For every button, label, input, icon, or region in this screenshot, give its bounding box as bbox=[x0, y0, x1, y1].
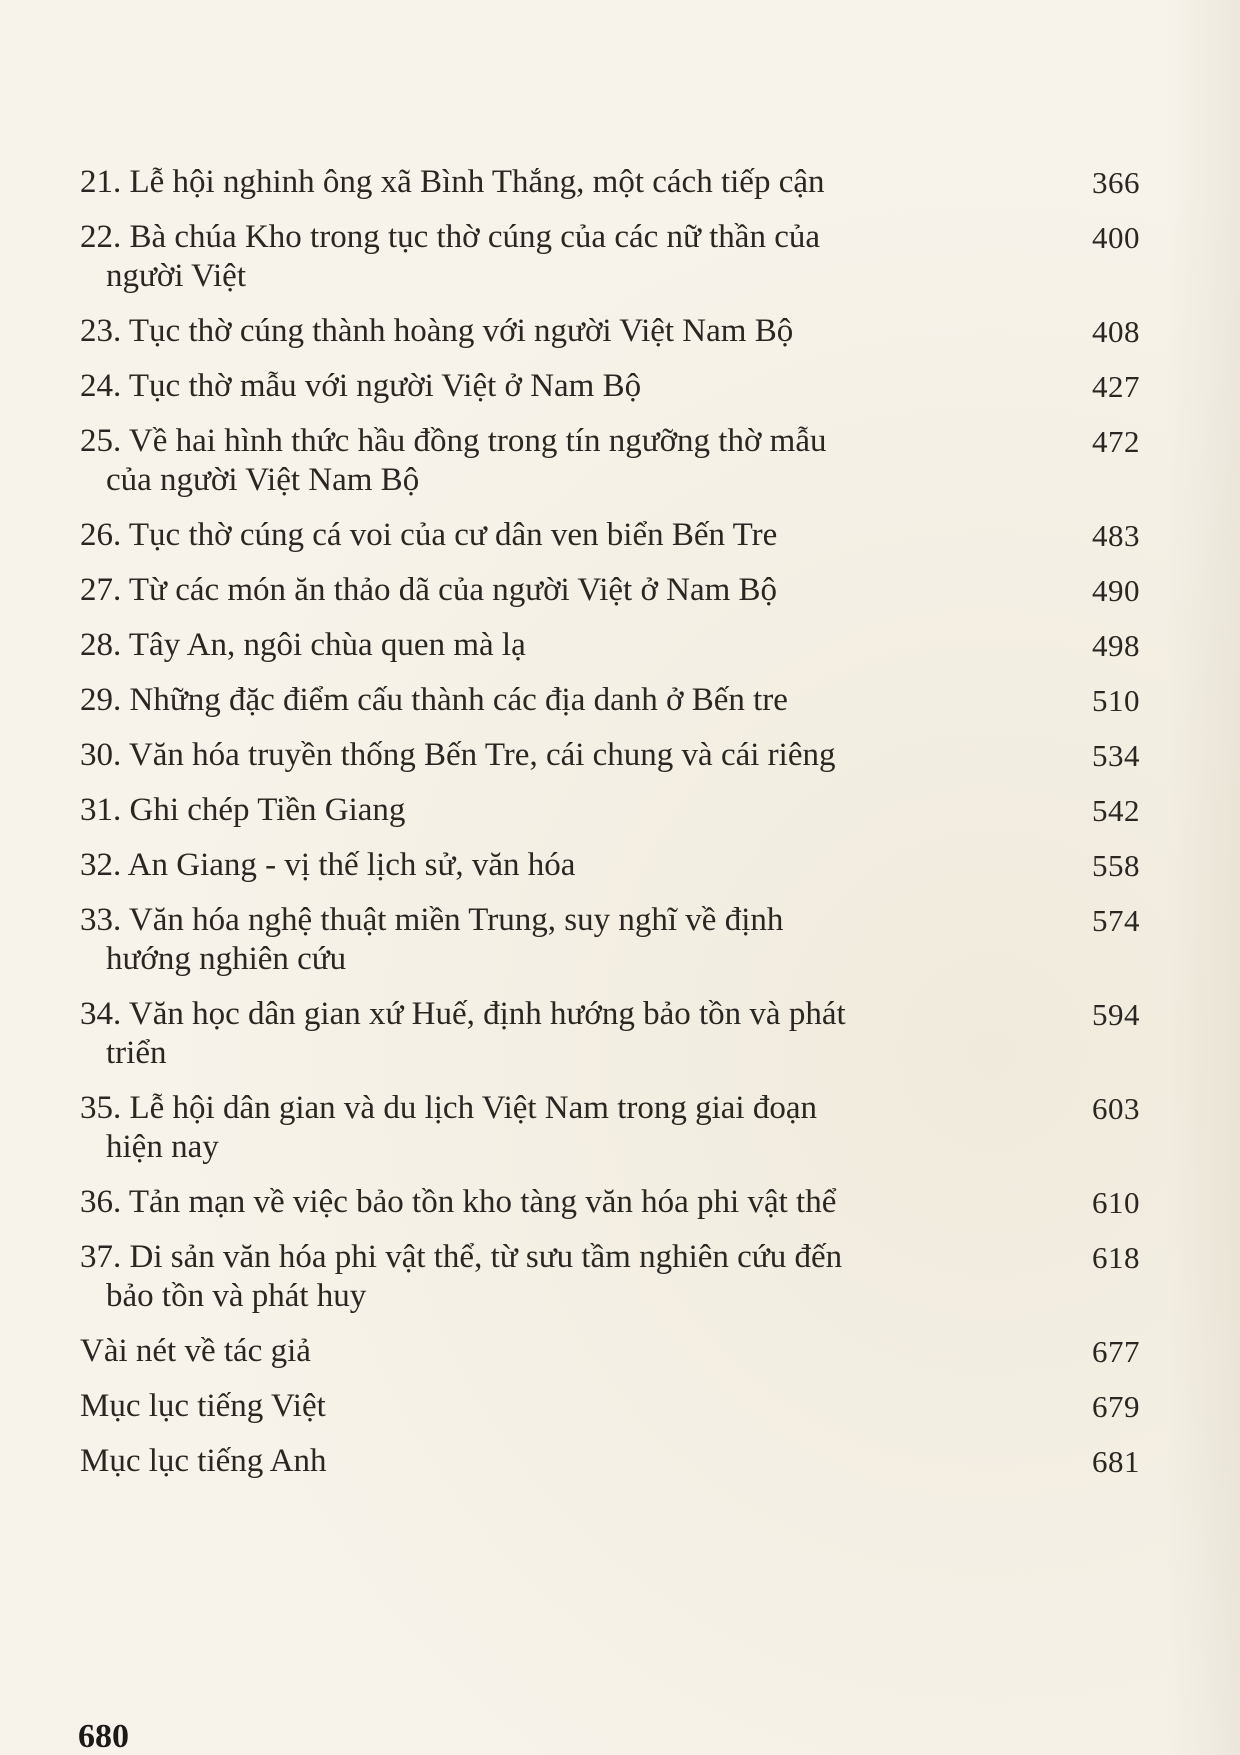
toc-entry bbox=[80, 422, 1140, 500]
toc-entry-page: 594 bbox=[1092, 997, 1140, 1032]
toc-entry-title bbox=[80, 1387, 1045, 1426]
toc-entry-title bbox=[80, 736, 1045, 775]
toc-entry-page: 534 bbox=[1092, 738, 1140, 773]
toc-entry bbox=[80, 571, 1140, 610]
toc-entry-title bbox=[80, 1332, 1045, 1371]
toc-entry-page: 681 bbox=[1092, 1444, 1140, 1479]
toc-entry bbox=[80, 736, 1140, 775]
toc-entry-title-line2: của người Việt Nam Bộ bbox=[106, 462, 420, 498]
toc-entry-page: 472 bbox=[1092, 424, 1140, 459]
toc-entry bbox=[80, 995, 1140, 1073]
toc-entry-title-line2: triển bbox=[106, 1035, 167, 1071]
toc-entry-page: 618 bbox=[1092, 1240, 1140, 1275]
toc-entry-title-line1: 23. Tục thờ cúng thành hoàng với người Việt Nam Bộ bbox=[80, 313, 794, 349]
toc-entry-page: 400 bbox=[1092, 220, 1140, 255]
toc-entry-page: 574 bbox=[1092, 903, 1140, 938]
toc-entry-title bbox=[80, 163, 1045, 202]
toc-entry bbox=[80, 218, 1140, 296]
toc-entry-title bbox=[80, 901, 1045, 979]
toc-entry-title-line1: 25. Về hai hình thức hầu đồng trong tín ngưỡng thờ mẫu bbox=[80, 423, 827, 459]
toc-entry-title bbox=[80, 367, 1045, 406]
toc-entry-title bbox=[80, 626, 1045, 665]
toc-entry-title-line1: 34. Văn học dân gian xứ Huế, định hướng bảo tồn và phát bbox=[80, 996, 846, 1032]
toc-entry bbox=[80, 1387, 1140, 1426]
toc-entry-page: 483 bbox=[1092, 518, 1140, 553]
toc-entry-page: 490 bbox=[1092, 573, 1140, 608]
toc-entry-page: 498 bbox=[1092, 628, 1140, 663]
toc-entry-title-line1: 26. Tục thờ cúng cá voi của cư dân ven biển Bến Tre bbox=[80, 517, 778, 553]
toc-entry bbox=[80, 367, 1140, 406]
toc-entry-title bbox=[80, 1183, 1045, 1222]
toc-entry-title bbox=[80, 1089, 1045, 1167]
toc-entry-page: 408 bbox=[1092, 314, 1140, 349]
toc-entry-page: 603 bbox=[1092, 1091, 1140, 1126]
toc-entry-page: 558 bbox=[1092, 848, 1140, 883]
toc-entry-title-line1: 31. Ghi chép Tiền Giang bbox=[80, 792, 406, 828]
toc-entry-title bbox=[80, 571, 1045, 610]
toc-entry-title-line1: 30. Văn hóa truyền thống Bến Tre, cái chung và cái riêng bbox=[80, 737, 836, 773]
toc-entry bbox=[80, 163, 1140, 202]
toc-entry-title-line1: Mục lục tiếng Anh bbox=[80, 1443, 327, 1479]
toc-entry-title bbox=[80, 791, 1045, 830]
toc-entry bbox=[80, 516, 1140, 555]
toc-entry-title-line1: 35. Lễ hội dân gian và du lịch Việt Nam trong giai đoạn bbox=[80, 1090, 817, 1126]
toc-entry bbox=[80, 901, 1140, 979]
toc-entry-title-line1: 36. Tản mạn về việc bảo tồn kho tàng văn hóa phi vật thể bbox=[80, 1184, 837, 1220]
toc-entry-page: 510 bbox=[1092, 683, 1140, 718]
toc-entry bbox=[80, 626, 1140, 665]
toc-entry-title bbox=[80, 681, 1045, 720]
toc-entry bbox=[80, 1332, 1140, 1371]
toc-entry bbox=[80, 1089, 1140, 1167]
toc-entry-page: 542 bbox=[1092, 793, 1140, 828]
toc-entry-page: 366 bbox=[1092, 165, 1140, 200]
toc-entry bbox=[80, 1238, 1140, 1316]
toc-entry bbox=[80, 791, 1140, 830]
toc-entry-title bbox=[80, 1238, 1045, 1316]
toc-entry-title bbox=[80, 1442, 1045, 1481]
toc-entry-title bbox=[80, 312, 1045, 351]
toc-entry-title-line2: bảo tồn và phát huy bbox=[106, 1278, 367, 1314]
toc-entry-title-line1: 27. Từ các món ăn thảo dã của người Việt ở Nam Bộ bbox=[80, 572, 778, 608]
toc-entry-page: 427 bbox=[1092, 369, 1140, 404]
toc-entry bbox=[80, 1183, 1140, 1222]
toc-entry bbox=[80, 681, 1140, 720]
toc-entry-title-line1: 28. Tây An, ngôi chùa quen mà lạ bbox=[80, 627, 526, 663]
toc-entry-title-line1: 37. Di sản văn hóa phi vật thể, từ sưu tầm nghiên cứu đến bbox=[80, 1239, 843, 1275]
toc-entry-title bbox=[80, 218, 1045, 296]
toc-entry-page: 679 bbox=[1092, 1389, 1140, 1424]
toc-entry-title-line1: Vài nét về tác giả bbox=[80, 1333, 311, 1369]
toc-entry-title bbox=[80, 422, 1045, 500]
toc-entry-title-line2: hiện nay bbox=[106, 1129, 219, 1165]
toc-entry-title-line1: 22. Bà chúa Kho trong tục thờ cúng của các nữ thần của bbox=[80, 219, 821, 255]
toc-entry bbox=[80, 846, 1140, 885]
toc-entry-page: 610 bbox=[1092, 1185, 1140, 1220]
toc-entry-title-line2: người Việt bbox=[106, 258, 246, 294]
toc-entry bbox=[80, 312, 1140, 351]
toc-entry-title-line1: 29. Những đặc điểm cấu thành các địa danh ở Bến tre bbox=[80, 682, 788, 718]
toc-entry-title bbox=[80, 995, 1045, 1073]
toc-entry bbox=[80, 1442, 1140, 1481]
toc-entry-title bbox=[80, 846, 1045, 885]
page-number: 680 bbox=[78, 1718, 129, 1755]
toc-entry-title-line1: 33. Văn hóa nghệ thuật miền Trung, suy nghĩ về định bbox=[80, 902, 784, 938]
toc-entry-title-line1: 24. Tục thờ mẫu với người Việt ở Nam Bộ bbox=[80, 368, 642, 404]
toc-entry-page: 677 bbox=[1092, 1334, 1140, 1369]
toc-entry-title-line1: 21. Lễ hội nghinh ông xã Bình Thắng, một cách tiếp cận bbox=[80, 164, 825, 200]
toc-entry-title-line1: Mục lục tiếng Việt bbox=[80, 1388, 326, 1424]
table-of-contents bbox=[80, 163, 1140, 1481]
toc-entry-title bbox=[80, 516, 1045, 555]
toc-entry-title-line2: hướng nghiên cứu bbox=[106, 941, 347, 977]
toc-entry-title-line1: 32. An Giang - vị thế lịch sử, văn hóa bbox=[80, 847, 576, 883]
